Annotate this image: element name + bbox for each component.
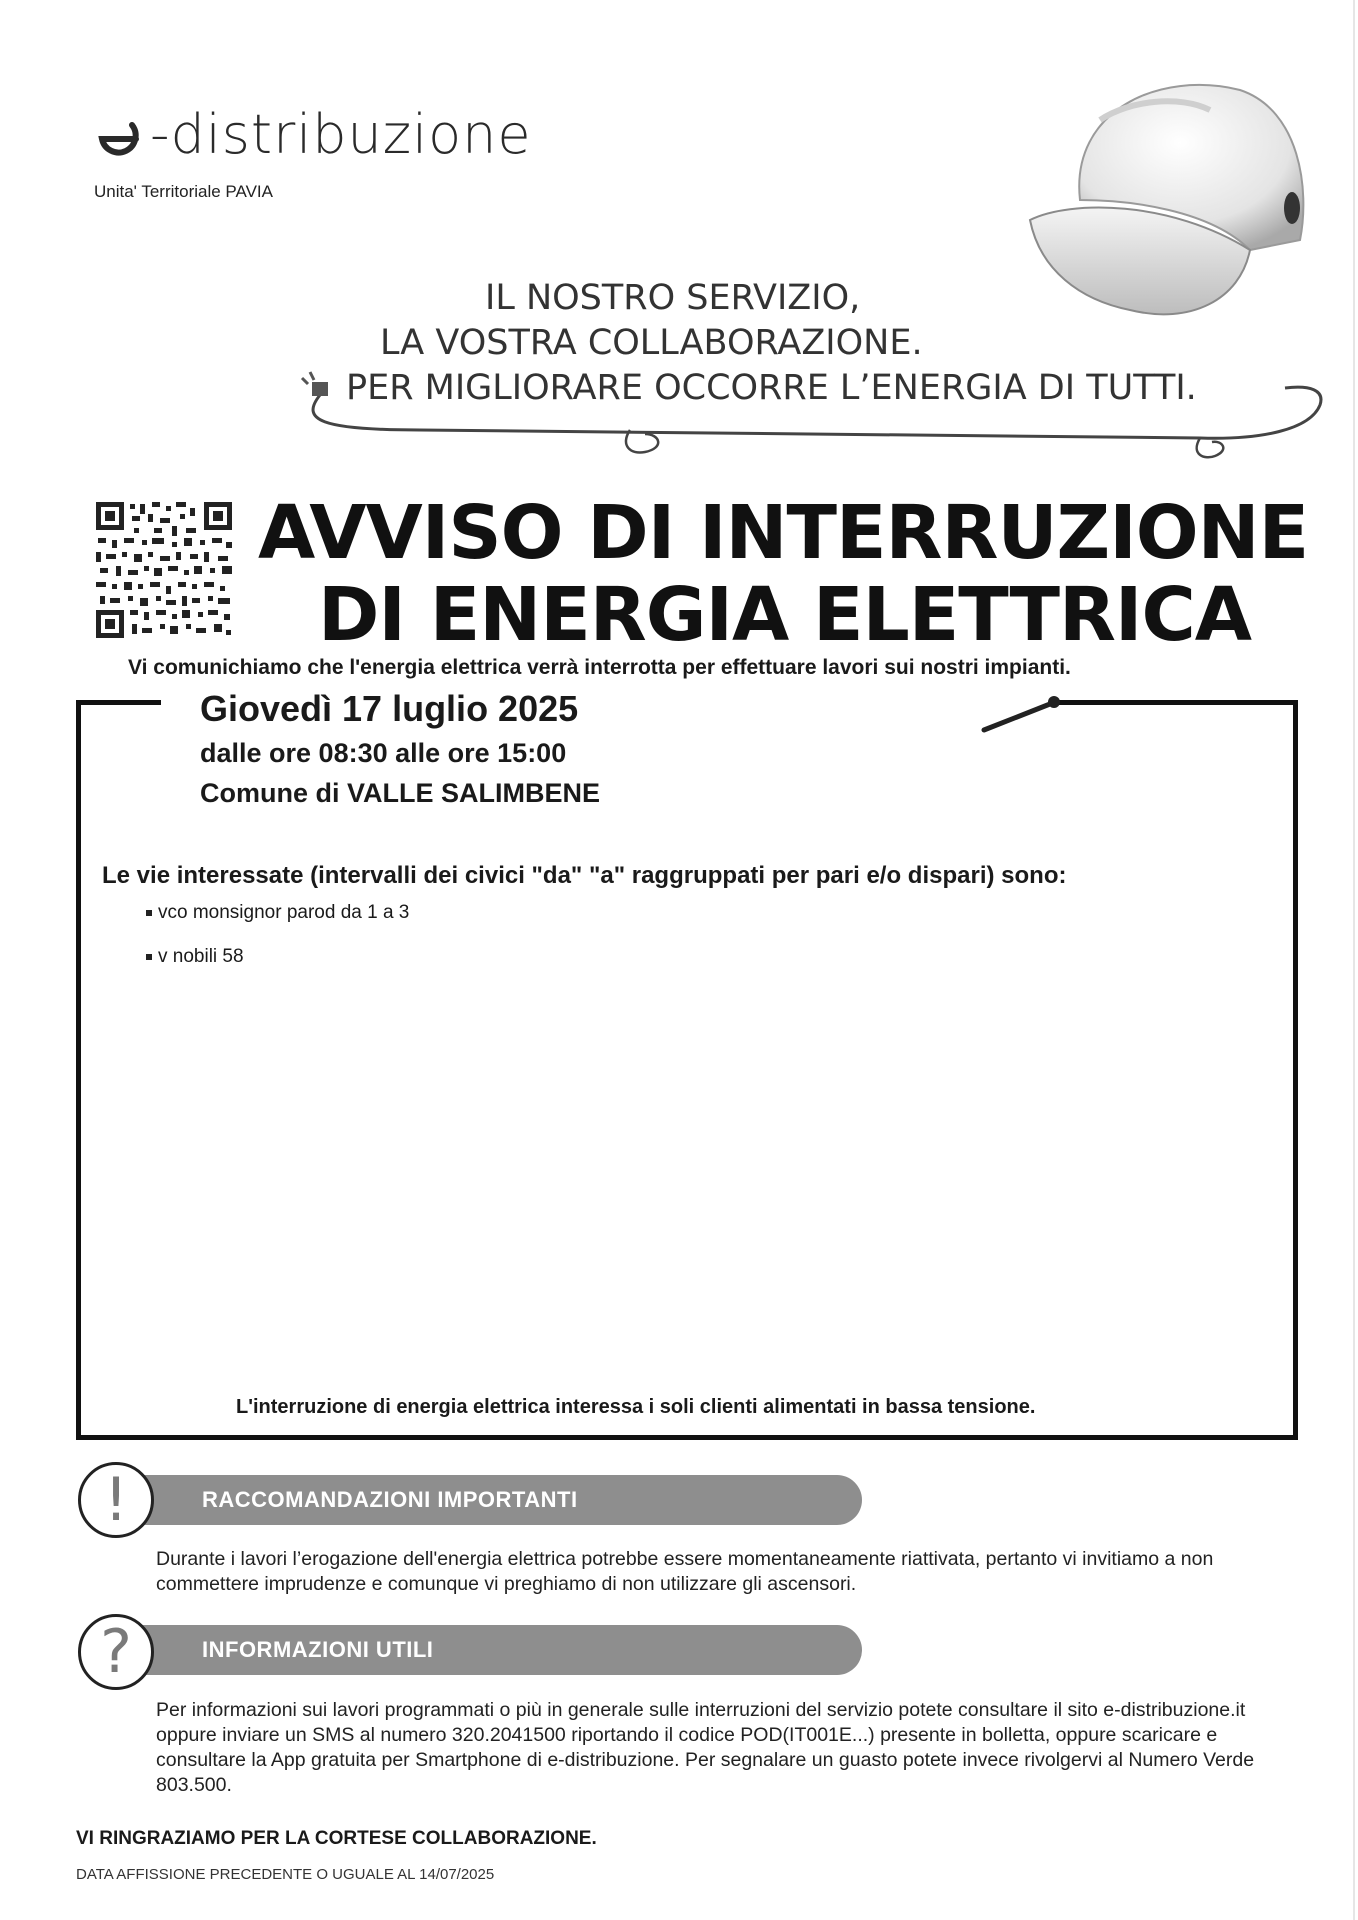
recommendations-text: Durante i lavori l’erogazione dell'energia elettrica potrebbe essere momentaneamente riattivata, pertanto vi invitiamo a non commettere imprudenze e comunque vi preghiamo di non utilizzare gli ascensori. [156,1548,1214,1595]
intro-text: Vi comunichiamo che l'energia elettrica verrà interrotta per effettuare lavori sui nostri impianti. [128,656,1071,679]
outage-date: Giovedì 17 luglio 2025 [200,688,579,729]
list-item [146,902,409,924]
outage-hours: dalle ore 08:30 alle ore 15:00 [200,738,567,768]
brand [92,103,532,166]
brand-name: -distribuzione [150,103,532,166]
exclamation-icon: ! [78,1462,154,1538]
street-label: v nobili 58 [158,946,244,967]
power-cable-illustration [300,360,1330,470]
box-top-border-left [76,700,161,705]
plug-icon [302,372,328,396]
title-line-2: DI ENERGIA ELETTRICA [318,572,1252,658]
info-title: INFORMAZIONI UTILI [202,1637,434,1662]
recommendations-title: RACCOMANDAZIONI IMPORTANTI [202,1487,578,1512]
street-label: vco monsignor parod da 1 a 3 [158,902,410,923]
bullet-icon [146,954,152,960]
slogan-line-1: IL NOSTRO SERVIZIO, [485,278,861,318]
outage-municipality: Comune di VALLE SALIMBENE [200,778,601,808]
recommendations-header [140,1475,862,1525]
bullet-icon [146,910,152,916]
slogan-line-2: LA VOSTRA COLLABORAZIONE. [380,323,923,363]
qr-code-icon [94,500,234,640]
e-logo-icon [92,109,144,161]
title-line-1: AVVISO DI INTERRUZIONE [258,490,1309,576]
posting-date: DATA AFFISSIONE PRECEDENTE O UGUALE AL 14/07/2025 [76,1866,495,1883]
streets-heading: Le vie interessate (intervalli dei civici "da" "a" raggruppati per pari e/o dispari) sono: [102,862,1067,889]
thanks-text: VI RINGRAZIAMO PER LA CORTESE COLLABORAZIONE. [76,1828,597,1849]
list-item [146,946,244,968]
slogan-line-3: PER MIGLIORARE OCCORRE L’ENERGIA DI TUTTI. [346,368,1197,408]
notice-title [258,492,1338,656]
info-header [140,1625,862,1675]
low-voltage-note: L'interruzione di energia elettrica interessa i soli clienti alimentati in bassa tensione. [236,1396,1036,1418]
outage-details-box [76,700,1298,1440]
info-text: Per informazioni sui lavori programmati o più in generale sulle interruzioni del servizio potete consultare il sito e-distribuzione.it oppure inviare un SMS al numero 320.2041500 riportando il codice POD(IT001E...) presente in bolletta, oppure scaricare e consultare la App gratuita per Smartphone di e-distribuzione. Per segnalare un guasto potete invece rivolgervi al Numero Verde 803.500. [156,1699,1255,1796]
territorial-unit: Unita' Territoriale PAVIA [94,182,273,201]
question-icon: ? [78,1614,154,1690]
scan-edge [1353,0,1355,1920]
box-top-border-right [1058,700,1298,705]
pen-icon [980,690,1070,740]
